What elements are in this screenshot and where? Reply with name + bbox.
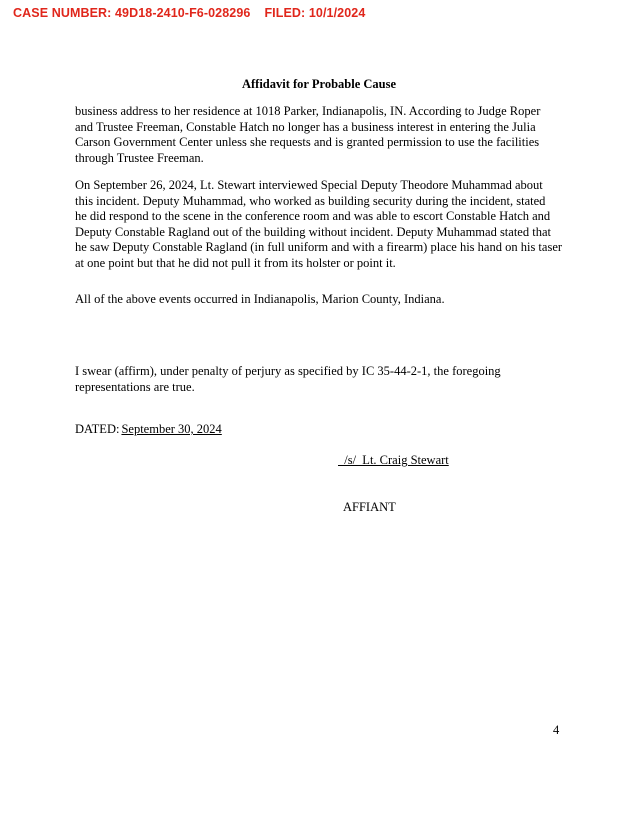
signature-block <box>338 422 449 531</box>
dated-row <box>75 422 222 438</box>
text-line: On September 26, 2024, Lt. Stewart interviewed Special Deputy Theodore Muhammad about <box>75 178 543 192</box>
text-line: I swear (affirm), under penalty of perjury as specified by IC 35-44-2-1, the foregoing <box>75 364 501 378</box>
text-line: Carson Government Center unless she requests and is granted permission to use the facilities <box>75 135 540 150</box>
text-line: representations are true. <box>75 379 195 394</box>
document-title: Affidavit for Probable Cause <box>241 77 397 91</box>
case-number: CASE NUMBER: 49D18-2410-F6-028296 <box>13 6 251 20</box>
paragraph-oath <box>75 364 575 395</box>
filed-date: FILED: 10/1/2024 <box>264 6 366 20</box>
text-line: he saw Deputy Constable Ragland (in full uniform and with a firearm) place his hand on his taser <box>75 240 563 255</box>
case-stamp <box>13 6 365 20</box>
text-line: Deputy Constable Ragland out of the building without incident. Deputy Muhammad stated that <box>75 224 551 239</box>
text-line: All of the above events occurred in Indianapolis, Marion County, Indiana. <box>75 292 445 306</box>
paragraph-continuation <box>75 104 575 166</box>
page-number: 4 <box>553 723 560 737</box>
text-line: business address to her residence at 1018 Parker, Indianapolis, IN. According to Judge Roper <box>75 104 541 118</box>
dated-label: DATED: <box>75 422 120 436</box>
affiant-label: AFFIANT <box>343 499 396 514</box>
text-line: and Trustee Freeman, Constable Hatch no longer has a business interest in entering the Julia <box>75 119 536 134</box>
signature-line: /s/ Lt. Craig Stewart <box>338 453 449 468</box>
paragraph-interview <box>75 178 575 272</box>
dated-value: September 30, 2024 <box>121 422 222 436</box>
text-line: he did respond to the scene in the conference room and was able to escort Constable Hatch and <box>75 209 551 224</box>
paragraph-location <box>75 292 575 308</box>
text-line: at one point but that he did not pull it from its holster or point it. <box>75 255 396 270</box>
text-line: through Trustee Freeman. <box>75 150 204 165</box>
text-line: this incident. Deputy Muhammad, who worked as building security during the incident, stated <box>75 193 546 208</box>
